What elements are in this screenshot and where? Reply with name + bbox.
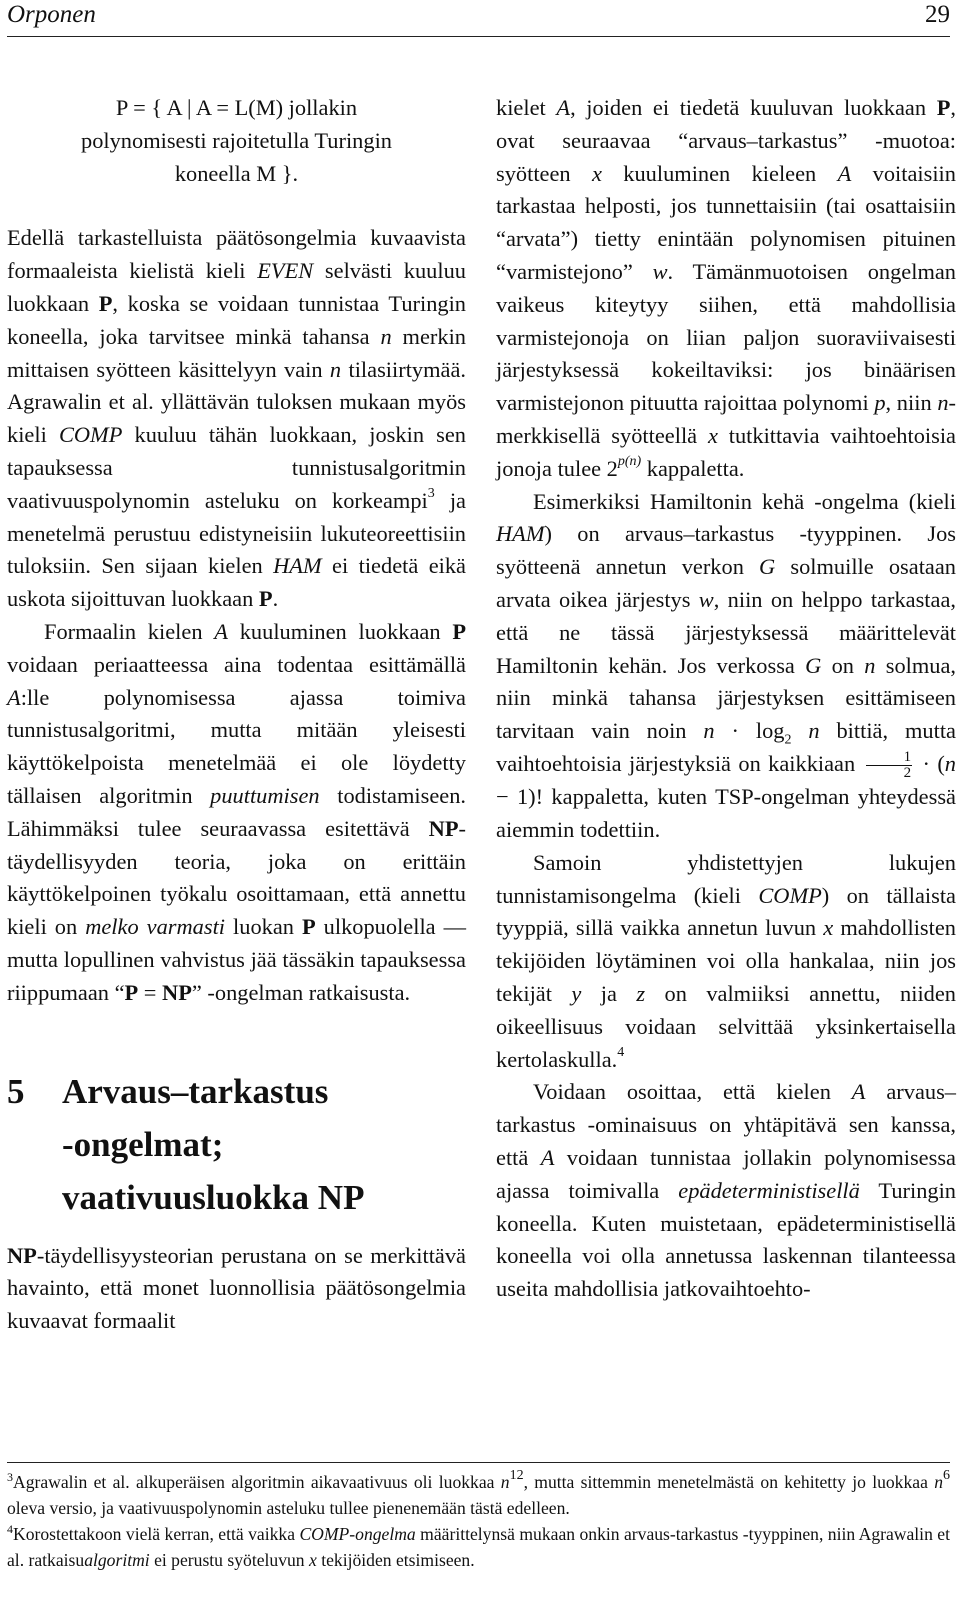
definition-line: P = { A | A = L(M) jollakin	[115, 95, 358, 120]
section-title: Arvaus–tarkastus -ongelmat; vaativuusluokka NP	[62, 1071, 365, 1217]
definition-P	[7, 92, 466, 190]
definition-line: koneella M }.	[174, 160, 299, 186]
paragraph: Samoin yhdistettyjen lukujen tunnistamisongelma (kieli COMP) on tällaista tyyppiä, sillä vaikka annetun luvun x mahdollisten tekijöiden löytäminen voi olla hankalaa, niin jos tekijät y ja z on valmiiksi annettu, niiden oikeellisuus voidaan selvittää yksinkertaisella kertolaskulla.$^4$	[496, 849, 956, 1072]
right-column	[496, 92, 956, 1306]
page-number: 29	[925, 1, 950, 28]
section-heading	[7, 1065, 466, 1224]
paragraph: Formaalin kielen A kuuluminen luokkaan P voidaan periaatteessa aina todentaa esittämällä A:lle polynomisessa ajassa toimiva tunnistusalgoritmi, mutta mitään yleisesti käyttökelpoista menetelmää ei ole löydetty tällaisen algoritmin puuttumisen todistamiseen. Lähimmäksi tulee seuraavassa esitettävä NP-täydellisyyden teoria, joka on erittäin käyttökelpoinen työkalu osoittamaan, että annettu kieli on melko varmasti luokan P ulkopuolella — mutta lopullinen vahvistus jää tässäkin tapauksessa riippumaan “P = NP” -ongelman ratkaisusta.	[7, 618, 466, 1005]
fraction-one-half: $\frac{1}{2}$	[866, 750, 913, 781]
paragraph: Voidaan osoittaa, että kielen A arvaus–tarkastus -ominaisuus on yhtäpitävä sen kanssa, että A voidaan tunnistaa jollakin polynomisessa ajassa toimivalla epädeterministisellä Turingin koneella. Kuten muistetaan, epädeterministisellä koneella voi olla annetussa laskennan tilanteessa useita mahdollisia jatkovaihtoehto-	[496, 1079, 957, 1302]
footnotes	[7, 1462, 950, 1573]
running-head	[7, 0, 950, 37]
section-number: 5	[7, 1071, 25, 1111]
footnote-ref: 3	[427, 486, 435, 502]
paragraph: kielet A, joiden ei tiedetä kuuluvan luokkaan P, ovat seuraavaa “arvaus–tarkastus” -muotoa: syötteen x kuuluminen kieleen A voitaisiin tarkastaa helposti, jos tunnettaisiin (tai osattaisiin “arvata”) tietty enintään polynomisen pituinen “varmistejono” w. Tämänmuotoisen ongelman vaikeus kiteytyy siihen, että mahdollisia varmistejonoja on liian paljon suoraviivaisesti järjestyksessä kokeiltaviksi: jos binäärisen varmistejonon pituutta rajoittaa polynomi p, niin n-merkkisellä syötteellä x tutkittavia vaihtoehtoisia jonoja tulee $2^{p(n)}$ kappaletta.	[496, 95, 956, 481]
paragraph: NP-täydellisyysteorian perustana on se merkittävä havainto, että monet luonnollisia päätösongelmia kuvaavat formaalit	[7, 1242, 466, 1334]
paragraph: Esimerkiksi Hamiltonin kehä -ongelma (kieli HAM) on arvaus–tarkastus -tyyppinen. Jos syötteenä annetun verkon G solmuille osataan arvata oikea järjestys w, niin on helppo tarkastaa, että ne tässä järjestyksessä määrittelevät Hamiltonin kehän. Jos verkossa G on n solmua, niin minkä tahansa järjestyksen esittämiseen tarvitaan vain noin $n \cdot \log_2 n$ bittiä, mutta vaihtoehtoisia järjestyksiä on kaikkiaan $\frac{1}{2}$ · (n − 1)! kappaletta, kuten TSP-ongelman yhteydessä aiemmin todettiin.	[496, 488, 957, 843]
journal-name: Orponen	[7, 1, 96, 28]
left-column	[7, 92, 466, 1338]
footnote-4: $^4$Korostettakoon vielä kerran, että vaikka COMP-ongelma määrittelynsä mukaan onkin arvaus-tarkastus -tyyppinen, niin Agrawalin et al. ratkaisualgoritmi ei perustu syöteluvun x tekijöiden etsimiseen.	[7, 1522, 950, 1570]
footnote-3: $^3$Agrawalin et al. alkuperäisen algoritmin aikavaativuus oli luokkaa $n^{12}$, mutta sittemmin menetelmästä on kehitetty jo luokkaa $n^6$ oleva versio, ja vaativuuspolynomin asteluku tullee pienenemään tästä edelleen.	[7, 1468, 950, 1518]
definition-line: polynomisesti rajoitetulla Turingin	[81, 127, 392, 153]
footnote-ref: 4	[617, 1045, 625, 1061]
paragraph: Edellä tarkastelluista päätösongelmia kuvaavista formaaleista kielistä kieli EVEN selvästi kuuluu luokkaan P, koska se voidaan tunnistaa Turingin koneella, joka tarvitsee minkä tahansa n merkin mittaisen syötteen käsittelyyn vain n tilasiirtymää. Agrawalin et al. yllättävän tuloksen mukaan myös kieli COMP kuuluu tähän luokkaan, joskin sen tapauksessa tunnistusalgoritmin vaativuuspolynomin asteluku on korkeampi$^3$ ja menetelmä perustuu edistyneisiin lukuteoreettisiin tuloksiin. Sen sijaan kielen HAM ei tiedetä eikä uskota sijoittuvan luokkaan P.	[7, 225, 466, 612]
